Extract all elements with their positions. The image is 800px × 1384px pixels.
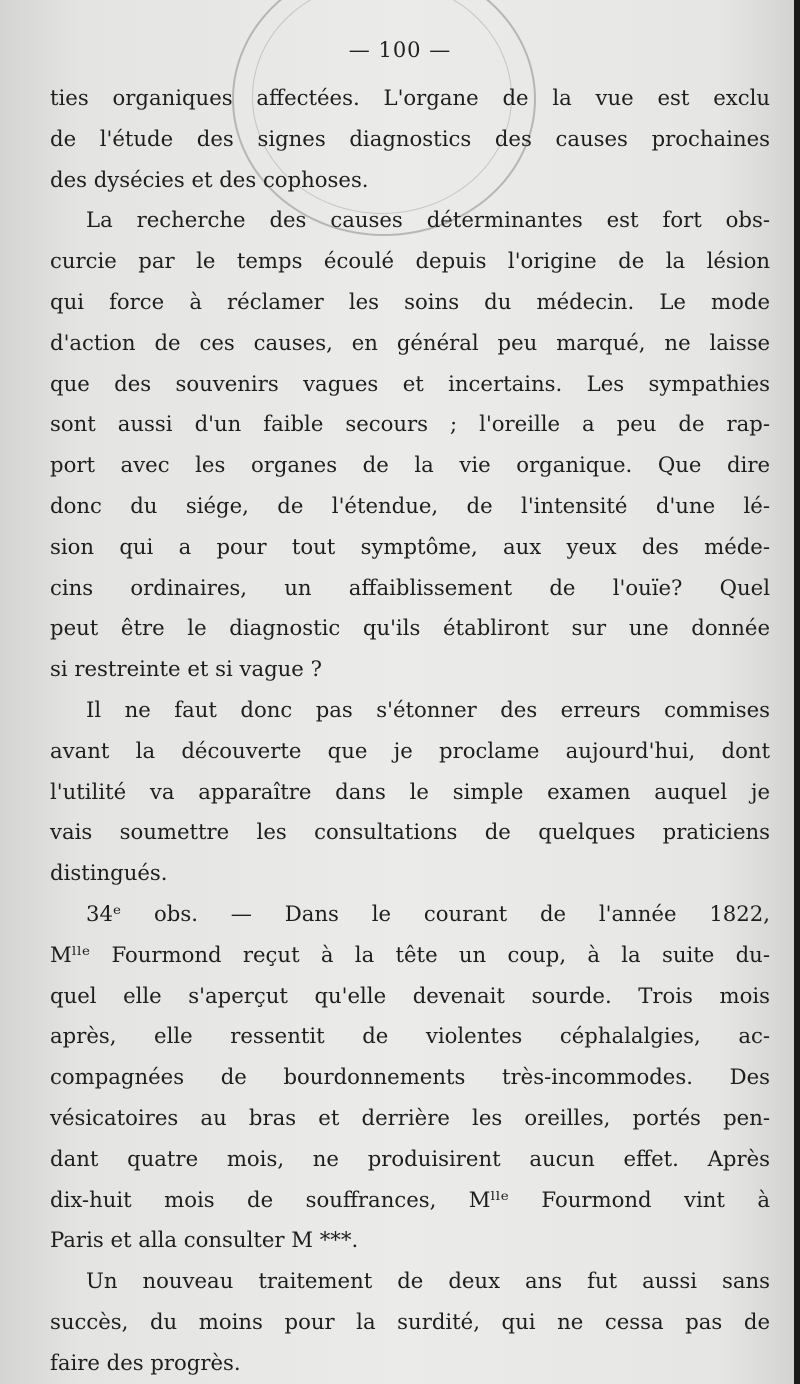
text-line: quel elle s'aperçut qu'elle devenait sourde. Trois mois bbox=[50, 982, 770, 1008]
text-line: sion qui a pour tout symptôme, aux yeux des méde- bbox=[50, 533, 770, 559]
text-line: dant quatre mois, ne produisirent aucun effet. Après bbox=[50, 1145, 770, 1171]
text-line: 34ᵉ obs. — Dans le courant de l'année 1822, bbox=[86, 900, 770, 926]
text-line: Il ne faut donc pas s'étonner des erreurs commises bbox=[86, 696, 770, 722]
text-line: Mˡˡᵉ Fourmond reçut à la tête un coup, à la suite du- bbox=[50, 941, 770, 967]
text-line: compagnées de bourdonnements très-incommodes. Des bbox=[50, 1064, 770, 1090]
text-line: Un nouveau traitement de deux ans fut aussi sans bbox=[86, 1268, 770, 1294]
text-line: sont aussi d'un faible secours ; l'oreille a peu de rap- bbox=[50, 411, 770, 437]
body-text bbox=[50, 78, 770, 1384]
text-line: port avec les organes de la vie organique. Que dire bbox=[50, 452, 770, 478]
page-edge-shadow bbox=[794, 0, 800, 1384]
text-line: d'action de ces causes, en général peu marqué, ne laisse bbox=[50, 329, 770, 355]
text-line: peut être le diagnostic qu'ils établiront sur une donnée bbox=[50, 615, 770, 641]
text-line: des dysécies et des cophoses. bbox=[50, 166, 369, 192]
text-line: succès, du moins pour la surdité, qui ne cessa pas de bbox=[50, 1308, 770, 1334]
text-line: avant la découverte que je proclame aujourd'hui, dont bbox=[50, 737, 770, 763]
text-line: dix-huit mois de souffrances, Mˡˡᵉ Fourmond vint à bbox=[50, 1186, 770, 1212]
text-line: cins ordinaires, un affaiblissement de l'ouïe? Quel bbox=[50, 574, 770, 600]
text-line: vésicatoires au bras et derrière les oreilles, portés pen- bbox=[50, 1104, 770, 1130]
text-line: de l'étude des signes diagnostics des causes prochaines bbox=[50, 125, 770, 151]
text-line: curcie par le temps écoulé depuis l'origine de la lésion bbox=[50, 248, 770, 274]
text-line: après, elle ressentit de violentes céphalalgies, ac- bbox=[50, 1023, 770, 1049]
text-line: qui force à réclamer les soins du médecin. Le mode bbox=[50, 288, 770, 314]
text-line: faire des progrès. bbox=[50, 1349, 241, 1375]
text-line: Paris et alla consulter M ***. bbox=[50, 1227, 359, 1253]
text-line: vais soumettre les consultations de quelques praticiens bbox=[50, 819, 770, 845]
text-line: donc du siége, de l'étendue, de l'intensité d'une lé- bbox=[50, 492, 770, 518]
text-line: ties organiques affectées. L'organe de la vue est exclu bbox=[50, 85, 770, 110]
page-number: — 100 — bbox=[348, 38, 452, 62]
text-line: distingués. bbox=[50, 860, 168, 886]
text-line: La recherche des causes déterminantes est fort obs- bbox=[86, 207, 770, 233]
text-line: si restreinte et si vague ? bbox=[50, 656, 322, 682]
text-line: que des souvenirs vagues et incertains. Les sympathies bbox=[50, 370, 770, 396]
text-line: l'utilité va apparaître dans le simple examen auquel je bbox=[50, 778, 770, 804]
